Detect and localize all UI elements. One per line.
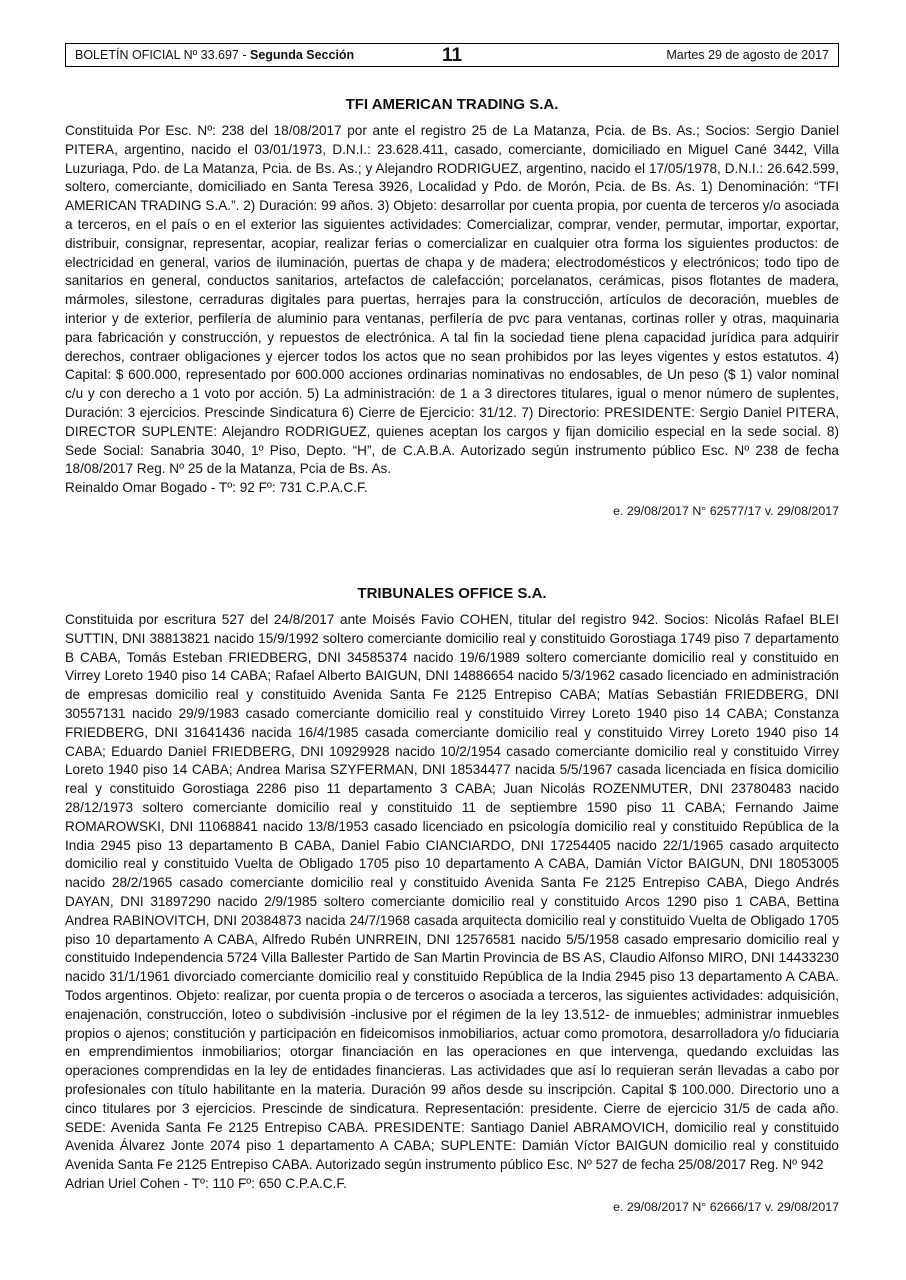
notice-title: TRIBUNALES OFFICE S.A. [357, 585, 547, 602]
publication-name: BOLETÍN OFICIAL Nº 33.697 - [75, 48, 250, 62]
notice-tfi-american-trading [65, 95, 839, 519]
notice-reference: e. 29/08/2017 N° 62577/17 v. 29/08/2017 [613, 503, 839, 518]
page-header [65, 43, 839, 67]
notice-reference: e. 29/08/2017 N° 62666/17 v. 29/08/2017 [613, 1199, 839, 1214]
notice-signer: Reinaldo Omar Bogado - Tº: 92 Fº: 731 C.P.A.C.F. [65, 480, 368, 496]
publication-date: Martes 29 de agosto de 2017 [666, 48, 829, 62]
section-name: Segunda Sección [250, 48, 355, 62]
notice-signer: Adrian Uriel Cohen - Tº: 110 Fº: 650 C.P.A.C.F. [65, 1175, 347, 1191]
notice-body: Constituida por escritura 527 del 24/8/2017 ante Moisés Favio COHEN, titular del registro 942. Socios: Nicolás Rafael BLEI SUTTIN, DNI 38813821 nacido 15/9/1992 soltero comerciante domicilio real y constituido Gorostiaga 1749 piso 7 departamento B CABA, Tomás Esteban FRIEDBERG, DNI 34585374 nacido 19/6/1989 soltero comerciante domicilio real y constituido en Virrey Loreto 1940 piso 14 CABA; Rafael Alberto BAIGUN, DNI 14886654 nacido 5/3/1962 casado licenciado en administración de empresas domicilio real y constituido Avenida Santa Fe 2125 Entrepiso CABA; Matías Sebastián FRIEDBERG, DNI 30557131 nacido 29/9/1983 casado comerciante domicilio real y constituido Virrey Loreto 1940 piso 14 CABA; Constanza FRIEDBERG, DNI 31641436 nacida 16/4/1985 casada comerciante domicilio real y constituido Virrey Loreto 1940 piso 14 CABA; Eduardo Daniel FRIEDBERG, DNI 10929928 nacido 10/2/1954 casado comerciante domicilio real y constituido Virrey Loreto 1940 piso 14 CABA; Andrea Marisa SZYFERMAN, DNI 18534477 nacida 5/5/1967 casada licenciada en física domicilio real y constituido Gorostiaga 2286 piso 11 departamento 3 CABA; Juan Nicolás ROZENMUTER, DNI 23780483 nacido 28/12/1973 soltero comerciante domicilio real y constituido 11 de septiembre 1590 piso 11 CABA; Fernando Jaime ROMAROWSKI, DNI 11068841 nacido 13/8/1953 casado licenciado en psicología domicilio real y constituido República de la India 2945 piso 13 departamento B CABA, Daniel Fabio CIANCIARDO, DNI 17254405 nacido 22/1/1965 casado arquitecto domicilio real y constituido Vuelta de Obligado 1705 piso 10 departamento A CABA, Damián Víctor BAIGUN, DNI 18053005 nacido 28/2/1965 casado comerciante domicilio real y constituido Avenida Santa Fe 2125 Entrepiso CABA, Diego Andrés DAYAN, DNI 31897290 nacido 2/9/1985 soltero comerciante domicilio real y constituido Arcos 1290 piso 1 CABA, Bettina Andrea RABINOVITCH, DNI 20384873 nacida 24/7/1968 casada arquitecta domicilio real y constituido Vuelta de Obligado 1705 piso 10 departamento A CABA, Alfredo Rubén UNRREIN, DNI 12576581 nacido 5/5/1958 casado empresario domicilio real y constituido Independencia 5724 Villa Ballester Partido de San Martin Provincia de BS AS, Claudio Alfonso MIRO, DNI 14433230 nacido 31/1/1961 divorciado comerciante domicilio real y constituido República de la India 2945 piso 13 departamento A CABA. Todos argentinos. Objeto: realizar, por cuenta propia o de terceros o asociada a terceros, las siguientes actividades: adquisición, enajenación, construcción, loteo o subdivisión -inclusive por el régimen de la ley 13.512- de inmuebles; administrar inmuebles propios o ajenos; constitución y participación en fideicomisos inmobiliarios, actuar como promotora, desarrolladora y/o fiduciaria en emprendimientos inmobiliarios; otorgar financiación en las operaciones en que intervenga, quedando excluidas las operaciones comprendidas en la ley de entidades financieras. Las actividades que así lo requieran serán llevadas a cabo por profesionales con título habilitante en la materia. Duración 99 años desde su inscripción. Capital $ 100.000. Directorio uno a cinco titulares por 3 ejercicios. Prescinde de sindicatura. Representación: presidente. Cierre de ejercicio 31/5 de cada año. SEDE: Avenida Santa Fe 2125 Entrepiso CABA. PRESIDENTE: Santiago Daniel ABRAMOVICH, domicilio real y constituido Avenida Álvarez Jonte 2074 piso 1 departamento A CABA; SUPLENTE: Damián Víctor BAIGUN domicilio real y constituido Avenida Santa Fe 2125 Entrepiso CABA. Autorizado según instrumento público Esc. Nº 527 de fecha 25/08/2017 Reg. Nº 942 [65, 612, 839, 1173]
notice-tribunales-office [65, 584, 839, 1215]
page-number: 11 [441, 45, 463, 66]
notice-body: Constituida Por Esc. Nº: 238 del 18/08/2017 por ante el registro 25 de La Matanza, Pcia. de Bs. As.; Socios: Sergio Daniel PITERA, argentino, nacido el 03/01/1973, D.N.I.: 23.628.411, casado, comerciante, domiciliado en Miguel Cané 3442, Villa Luzuriaga, Pdo. de La Matanza, Pcia. de Bs. As.; y Alejandro RODRIGUEZ, argentino, nacido el 17/05/1978, D.N.I.: 26.642.599, soltero, comerciante, domiciliado en Santa Teresa 3926, Localidad y Pdo. de Morón, Pcia. de Bs. As. 1) Denominación: “TFI AMERICAN TRADING S.A.”. 2) Duración: 99 años. 3) Objeto: desarrollar por cuenta propia, por cuenta de terceros y/o asociada a terceros, en el país o en el exterior las siguientes actividades: Comercializar, comprar, vender, permutar, importar, exportar, distribuir, consignar, representar, acopiar, realizar ferias o comercializar en cualquier otra forma los siguientes productos: de electricidad en general, varios de iluminación, puertas de chapa y de madera; electrodomésticos y electrónicos; todo tipo de sanitarios en general, conductos sanitarios, artefactos de calefacción; porcelanatos, cerámicas, pisos flotantes de madera, mármoles, silestone, cerraduras digitales para puertas, herrajes para la construcción, artículos de decoración, muebles de interior y de exterior, perfilería de aluminio para ventanas, perfilería de pvc para ventanas, cortinas roller y otras, maquinaria para fabricación y construcción, y repuestos de electrónica. A tal fin la sociedad tiene plena capacidad jurídica para adquirir derechos, contraer obligaciones y ejercer todos los actos que no sean prohibidos por las leyes vigentes y estos estatutos. 4) Capital: $ 600.000, representado por 600.000 acciones ordinarias nominativas no endosables, de Un peso ($ 1) valor nominal c/u y con derecho a 1 voto por acción. 5) La administración: de 1 a 3 directores titulares, igual o menor número de suplentes, Duración: 3 ejercicios. Prescinde Sindicatura 6) Cierre de Ejercicio: 31/12. 7) Directorio: PRESIDENTE: Sergio Daniel PITERA, DIRECTOR SUPLENTE: Alejandro RODRIGUEZ, quienes aceptan los cargos y fijan domicilio especial en la sede social. 8) Sede Social: Sanabria 3040, 1º Piso, Depto. “H”, de C.A.B.A. Autorizado según instrumento público Esc. Nº 238 de fecha 18/08/2017 Reg. Nº 25 de la Matanza, Pcia de Bs. As. [65, 123, 839, 477]
notice-title: TFI AMERICAN TRADING S.A. [345, 96, 559, 113]
